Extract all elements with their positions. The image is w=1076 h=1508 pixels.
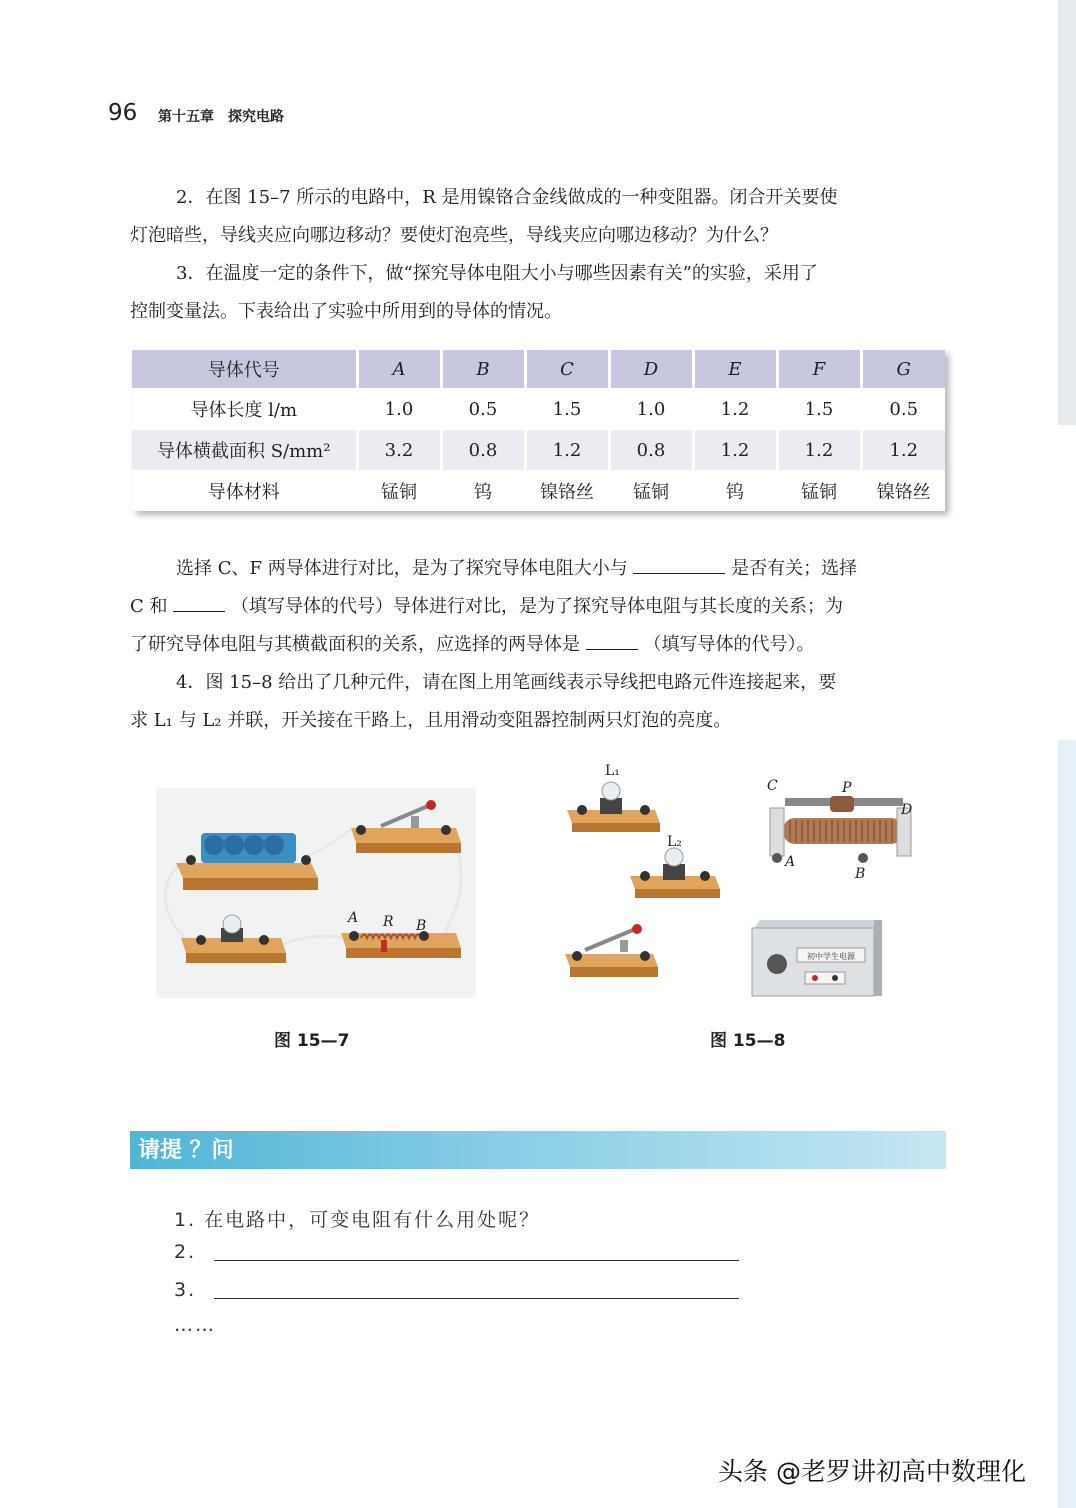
table-cell: 钨 <box>441 471 525 512</box>
table-cell: E <box>693 350 777 389</box>
question-4-line2: 求 L₁ 与 L₂ 并联，开关接在干路上，且用滑动变阻器控制两只灯泡的亮度。 <box>130 710 732 731</box>
question-2-line2: 灯泡暗些，导线夹应向哪边移动？要使灯泡亮些，导线夹应向哪边移动？为什么？ <box>130 225 778 246</box>
figure-15-8-caption: 图 15—8 <box>710 1031 786 1051</box>
ask-question-item: 2. <box>174 1241 197 1263</box>
ask-question-item: 3. <box>174 1279 197 1301</box>
table-cell: C <box>525 350 609 389</box>
table-cell: 锰铜 <box>357 471 441 512</box>
table-cell: 导体横截面积 S/mm² <box>132 430 357 471</box>
table-cell: 1.5 <box>777 389 861 430</box>
figure-15-7 <box>156 788 476 998</box>
ask-question-title: 请提 ？问 <box>138 1138 234 1163</box>
fill-line2 <box>130 588 946 626</box>
table-cell: 1.2 <box>693 389 777 430</box>
page-edge-top <box>1058 0 1076 425</box>
answer-line[interactable] <box>214 1298 739 1299</box>
table-cell: 1.0 <box>609 389 693 430</box>
table-cell: 1.5 <box>525 389 609 430</box>
question-3-line2: 控制变量法。下表给出了实验中所用到的导体的情况。 <box>130 301 562 322</box>
table-cell: B <box>441 350 525 389</box>
page-number: 96 <box>108 100 138 126</box>
label-l1: L₁ <box>605 763 620 779</box>
table-cell: 锰铜 <box>777 471 861 512</box>
label-b: B <box>416 918 427 934</box>
fill-text: 了研究导体电阻与其横截面积的关系，应选择的两导体是 <box>130 634 580 655</box>
label-d: D <box>901 802 913 818</box>
answer-blank[interactable] <box>586 629 638 650</box>
fill-text: 是否有关；选择 <box>731 558 858 579</box>
label-c: C <box>767 778 778 794</box>
conductor-table <box>132 350 945 511</box>
label-a: A <box>348 910 359 926</box>
label-r: R <box>383 914 394 930</box>
table-cell: 导体代号 <box>132 350 357 389</box>
table-cell: 1.2 <box>693 430 777 471</box>
table-cell: 1.0 <box>357 389 441 430</box>
watermark: 头条 @老罗讲初高中数理化 <box>718 1457 1026 1486</box>
ask-question-banner <box>130 1131 946 1169</box>
table-cell: 镍铬丝 <box>861 471 945 512</box>
label-b: B <box>855 866 866 882</box>
table-row <box>132 430 945 471</box>
table-cell: 1.2 <box>777 430 861 471</box>
table-row <box>132 471 945 512</box>
table-cell: A <box>357 350 441 389</box>
ellipsis: …… <box>174 1314 216 1336</box>
table-row <box>132 350 945 389</box>
table-cell: 0.5 <box>861 389 945 430</box>
question-4-line1: 4．图 15–8 给出了几种元件，请在图上用笔画线表示导线把电路元件连接起来，要 <box>176 672 837 693</box>
table-cell: 锰铜 <box>609 471 693 512</box>
answer-blank[interactable] <box>173 591 225 612</box>
question-2-line1: 2．在图 15–7 所示的电路中，R 是用镍铬合金线做成的一种变阻器。闭合开关要使 <box>176 187 838 208</box>
figure-15-7-caption: 图 15—7 <box>274 1031 350 1051</box>
fill-line3 <box>130 626 946 664</box>
table-cell: 导体长度 l/m <box>132 389 357 430</box>
fill-text: （填写导体的代号）。 <box>643 634 815 655</box>
ask-question-item: 1. 在电路中，可变电阻有什么用处呢？ <box>174 1209 541 1231</box>
table-cell: 镍铬丝 <box>525 471 609 512</box>
table-cell: 0.8 <box>609 430 693 471</box>
table-cell: 1.2 <box>861 430 945 471</box>
table-cell: 3.2 <box>357 430 441 471</box>
table-cell: 导体材料 <box>132 471 357 512</box>
fill-line1 <box>130 550 946 588</box>
label-l2: L₂ <box>667 834 682 850</box>
question-3-line1: 3．在温度一定的条件下，做“探究导体电阻大小与哪些因素有关”的实验，采用了 <box>176 263 818 284</box>
table-cell: 0.5 <box>441 389 525 430</box>
answer-blank[interactable] <box>633 553 725 574</box>
page-edge-bottom <box>1058 740 1076 1508</box>
fill-in-and-question-4 <box>130 550 946 740</box>
fill-text: （填写导体的代号）导体进行对比，是为了探究导体电阻与其长度的关系；为 <box>230 596 843 617</box>
label-p: P <box>842 780 852 796</box>
chapter-title: 第十五章 探究电路 <box>158 109 284 125</box>
table-cell: 0.8 <box>441 430 525 471</box>
table-cell: 1.2 <box>525 430 609 471</box>
fill-text: C 和 <box>130 596 168 617</box>
table-row <box>132 389 945 430</box>
question-2-3 <box>130 179 946 331</box>
fill-text: 选择 C、F 两导体进行对比，是为了探究导体电阻大小与 <box>176 558 628 579</box>
power-supply-label: 初中学生电源 <box>807 952 855 961</box>
table-cell: 钨 <box>693 471 777 512</box>
label-a: A <box>785 854 796 870</box>
answer-line[interactable] <box>214 1260 739 1261</box>
table-cell: F <box>777 350 861 389</box>
table-cell: G <box>861 350 945 389</box>
table-cell: D <box>609 350 693 389</box>
figure-15-8 <box>545 758 925 1006</box>
